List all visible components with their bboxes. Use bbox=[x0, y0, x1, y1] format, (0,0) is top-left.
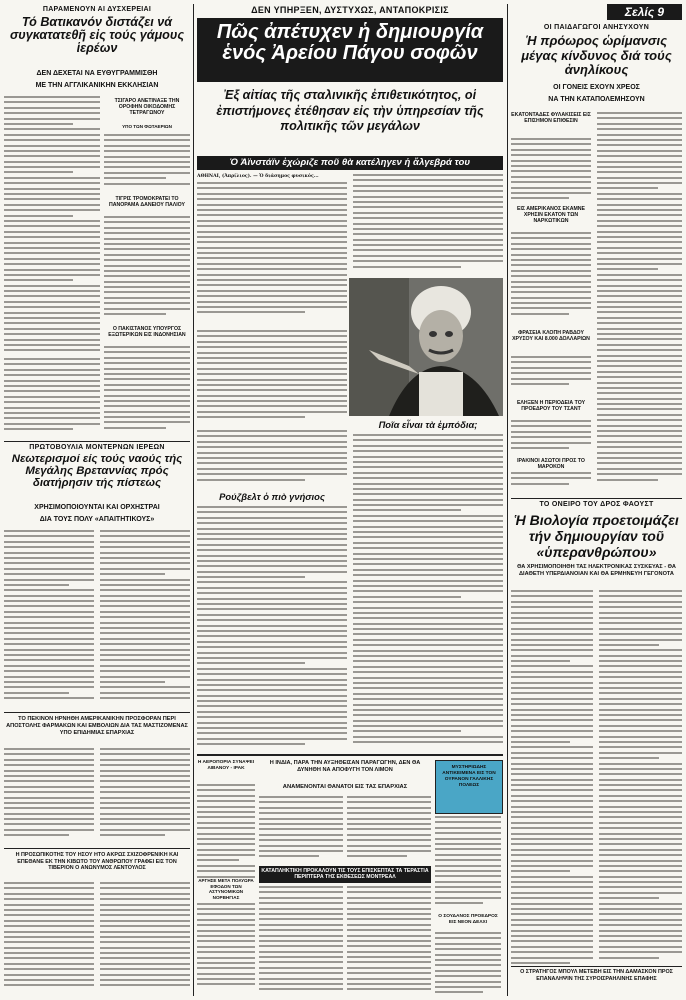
kicker-priests: ΠΡΩΤΟΒΟΥΛΙΑ ΜΟΝΤΕΡΝΩΝ ΙΕΡΕΩΝ bbox=[29, 444, 165, 451]
kicker-vatican: ΠΑΡΑΜΕΝΟΥΝ ΑΙ ΔΥΣΧΕΡΕΙΑΙ bbox=[42, 6, 152, 13]
subhead-roosevelt: Ρούζβελτ ὁ πιὸ γνήσιος bbox=[219, 491, 325, 502]
side-subhead-cigarette: ΥΠΟ ΤΩΝ ΦΩΤΑΕΡΙΩΝ bbox=[122, 124, 172, 129]
main-subheadline: Ἐξ αἰτίας τῆς σταλινικῆς ἐπιθετικότητος, οἱ ἐπιστήμονες ἐτέθησαν εἰς τὴν ὑπηρεσίαν τῆς πολιτικῆς τῶν μεγάλων bbox=[216, 88, 484, 133]
article-body-text bbox=[259, 796, 343, 862]
section-divider bbox=[511, 498, 682, 499]
article-body-text bbox=[353, 434, 503, 752]
section-divider bbox=[4, 712, 190, 713]
headline-aviation: Η ΑΕΡΟΠΟΡΙΑ ΣΥΝΑΨΕΙ ΛΙΒΑΝΟΥ - ΙΡΑΚ bbox=[197, 760, 255, 771]
main-headline: Πῶς ἀπέτυχεν ἡ δημιουργία ἑνός Ἀρείου Πάγου σοφῶν bbox=[216, 21, 484, 64]
side-headline-cigarette: ΤΣΙΓΑΡΟ ΑΝΕΤΙΝΑΞΕ ΤΗΝ ΟΡΟΦΗΝ ΟΙΚΟΔΟΜΗΣ ΤΕΤΡΑΓΩΝΟΥ bbox=[114, 98, 180, 116]
article-body-text bbox=[197, 506, 347, 752]
article-dateline: ΑΘΗΝΑΙ, (Ἀπρίλιος). — Ὁ διάσημος φυσικός... bbox=[197, 174, 319, 179]
headline-montreal-expo: ΚΑΤΑΠΛΗΚΤΙΚΗ ΠΡΟΚΑΛΟΥΝ ΤΙΣ ΤΟΥΣ ΕΠΙΣΚΕΠΤΑΣ ΤΑ ΤΕΡΑΣΤΙΑ ΠΕΡΙΠΤΕΡΑ ΤΗΣ ΕΚΘΕΣΕΩΣ ΜΟΝΤΡΕΑΛ bbox=[259, 866, 431, 883]
headline-peking: ΤΟ ΠΕΚΙΝΟΝ ΗΡΝΗΘΗ ΑΜΕΡΙΚΑΝΙΚΗΝ ΠΡΟΣΦΟΡΑΝ ΠΕΡΙ ΑΠΟΣΤΟΛΗΣ ΦΑΡΜΑΚΩΝ ΚΑΙ ΕΜΒΟΛΙΩΝ ΔΙΑ ΤΑΣ ΜΑΣΤΙΖΟΜΕΝΑΣ ΥΠΟ ΕΠΙΔΗΜΙΑΣ ΕΠΑΡΧΙΑΣ bbox=[6, 716, 188, 736]
left-column bbox=[4, 0, 190, 1000]
article-body-text bbox=[259, 886, 343, 996]
section-divider bbox=[4, 441, 190, 442]
einstein-photo bbox=[349, 278, 503, 416]
article-body-text bbox=[599, 590, 682, 978]
subhead-vatican-2: ΜΕ ΤΗΝ ΑΓΓΛΙΚΑΝΙΚΗΝ ΕΚΚΛΗΣΙΑΝ bbox=[35, 82, 159, 89]
headline-vatican: Τό Βατικανόν διστάζει νά συγκατατεθῆ εἰς τούς γάμους ἱερέων bbox=[9, 15, 185, 56]
side-story-text bbox=[104, 134, 190, 192]
side-story-text bbox=[511, 356, 591, 396]
side-headline-prisoners: ΕΚΑΤΟΝΤΑΔΕΣ ΦΥΛΑΚΙΣΕΙΣ ΕΙΣ ΕΠΙΣΗΜΟΝ ΕΠΙΘΕΣΙΝ bbox=[511, 112, 591, 124]
headline-jesus-letter: Η ΠΡΟΣΩΠΙΚΟΤΗΣ ΤΟΥ ΗΣΟΥ ΗΤΟ ΑΚΡΩΣ ΣΧΙΖΟΦΡΕΝΙΚΗ ΚΑΙ ΕΠΕΘΑΝΕ ΕΚ ΤΗΝ ΚΙΒΩΤΟ ΤΟΥ ΑΝΘΡΩΠΟΥ ΓΡΑΦΕΙ ΕΙΣ ΤΟΝ ΤΙΒΕΡΙΟΝ Ο ΑΝΩΝΥΜΟΣ ΛΕΝΤΟΥΛΟΣ bbox=[15, 852, 179, 872]
article-body-text bbox=[597, 112, 682, 494]
headline-india-famine: Η ΙΝΔΙΑ, ΠΑΡΑ ΤΗΝ ΑΥΞΗΘΕΙΣΑΝ ΠΑΡΑΓΩΓΗΝ, ΔΕΝ ΘΑ ΔΥΝΗΘΗ ΝΑ ΑΠΟΦΥΓΗ ΤΟΝ ΛΙΜΟΝ bbox=[269, 760, 421, 773]
article-body-text bbox=[197, 330, 347, 426]
kicker-faust: ΤΟ ΟΝΕΙΡΟ ΤΟΥ ΔΡΟΣ ΦΑΟΥΣΤ bbox=[539, 501, 654, 508]
side-headline-iraqis: ΙΡΑΚΙΝΟΙ ΑΣΩΤΟΙ ΠΡΟΣ ΤΟ ΜΑΡΟΚΟΝ bbox=[517, 458, 585, 470]
side-headline-chad: ΕΛΗΞΕΝ Η ΠΕΡΙΟΔΕΙΑ ΤΟΥ ΠΡΟΕΔΡΟΥ ΤΟΥ ΤΣΑΝΤ bbox=[516, 400, 586, 412]
headline-superman: Ἡ Βιολογία προετοιμάζει τήν δημιουργίαν τοῦ «ὑπερανθρώπου» bbox=[514, 512, 679, 560]
subhead-electronic: ΘΑ ΧΡΗΣΙΜΟΠΟΙΗΘΗ ΤΑΣ ΗΛΕΚΤΡΟΝΙΚΑΣ ΣΥΣΚΕΥΑΣ - ΘΑ ΔΙΑΘΕΤΗ ΥΠΕΡΔΙΑΝΟΙΑΝ ΚΑΙ ΘΑ ΕΡΜΗΝΕΥΗ ΓΕΓΟΝΟΤΑ bbox=[517, 564, 676, 577]
section-divider bbox=[511, 966, 682, 967]
article-body-text bbox=[435, 816, 501, 910]
ufo-news-box bbox=[435, 760, 503, 814]
headline-early-maturity: Ἡ πρόωρος ὡρίμανσις μέγας κίνδυνος διά τούς ἀνηλίκους bbox=[521, 33, 672, 78]
side-story-text bbox=[511, 232, 591, 326]
headline-ufo: ΜΥΣΤΗΡΙΩΔΗΣ ΑΝΤΙΚΕΙΜΕΝΑ ΕΙΣ ΤΟΝ ΟΥΡΑΝΟΝ ΓΑΛΛΙΚΗΣ ΠΟΛΕΩΣ bbox=[442, 765, 496, 788]
article-body-text bbox=[347, 886, 431, 996]
side-headline-tiger: ΤΙΓΡΙΣ ΤΡΟΜΟΚΡΑΤΕΙ ΤΟ ΠΑΝΟΡΑΜΑ ΔΑΝΕΙΟΥ ΠΑΛΙΟΥ bbox=[108, 196, 186, 208]
subhead-india-deaths: ΑΝΑΜΕΝΟΝΤΑΙ ΘΑΝΑΤΟΙ ΕΙΣ ΤΑΣ ΕΠΑΡΧΙΑΣ bbox=[282, 784, 408, 790]
headline-sudan-president: Ο ΣΟΥΔΑΝΟΣ ΠΡΟΕΔΡΟΣ ΕΙΣ ΝΕΟΝ ΔΕΛΧΙ bbox=[438, 914, 498, 925]
section-divider bbox=[4, 848, 190, 849]
side-story-text bbox=[511, 420, 591, 456]
article-body-text bbox=[435, 932, 501, 996]
article-body-text bbox=[511, 590, 593, 978]
section-headline-einstein: Ὁ Ἀϊνστάϊν ἐχώριζε ποῦ θὰ κατέληγεν ἡ ἄλγεβρά του bbox=[197, 156, 503, 170]
article-body-text bbox=[4, 882, 94, 996]
side-headline-pakistan: Ο ΠΑΚΙΣΤΑΝΟΣ ΥΠΟΥΡΓΟΣ ΕΞΩΤΕΡΙΚΩΝ ΕΙΣ ΙΝΔΟΝΗΣΙΑΝ bbox=[108, 326, 186, 338]
main-headline-box bbox=[197, 18, 503, 82]
column-rule bbox=[193, 4, 194, 996]
side-headline-gold-theft: ΦΡΑΣΕΙΑ ΚΛΟΠΗ ΡΑΒΔΟΥ ΧΡΥΣΟΥ ΚΑΙ 8.000 ΔΟΛΛΑΡΙΩΝ bbox=[512, 330, 590, 342]
article-body-text bbox=[347, 796, 431, 862]
side-headline-narcotics: ΕΙΣ ΑΜΕΡΙΚΑΝΟΣ ΕΚΑΜΝΕ ΧΡΗΣΙΝ ΕΚΑΤΟΝ ΤΩΝ ΝΑΡΚΩΤΙΚΩΝ bbox=[517, 206, 585, 224]
page-number-badge: Σελίς 9 bbox=[607, 4, 682, 20]
headline-norway: ΑΡΓΗΣΕ ΜΕΤΑ ΠΟΛΥΩΡΑ ΕΦΟΔΟΝ ΤΩΝ ΑΣΤΥΝΟΜΙΚΩΝ ΝΟΡΒΗΓΙΑΣ bbox=[198, 878, 254, 900]
article-body-text bbox=[197, 430, 347, 488]
headline-general-bull: Ο ΣΤΡΑΤΗΓΟΣ ΜΠΟΥΛ ΜΕΤΕΒΗ ΕΙΣ ΤΗΝ ΔΑΜΑΣΚΟΝ ΠΡΟΣ ΕΠΑΝΑΛΗΨΙΝ ΤΗΣ ΣΥΡΟΙΣΡΑΗΛΙΝΗΣ ΕΠΑΦΗΣ bbox=[511, 969, 682, 982]
article-body-text bbox=[100, 882, 190, 996]
article-body-text bbox=[4, 748, 94, 844]
side-story-text bbox=[511, 138, 591, 202]
article-body-text bbox=[4, 96, 100, 354]
subhead-vatican-1: ΔΕΝ ΔΕΧΕΤΑΙ ΝΑ ΕΥΘΥΓΡΑΜΜΙΣΘΗ bbox=[36, 70, 158, 77]
article-body-text bbox=[4, 530, 94, 708]
subhead-parents-2: ΝΑ ΤΗΝ ΚΑΤΑΠΟΛΕΜΗΣΟΥΝ bbox=[548, 96, 645, 103]
article-body-text bbox=[4, 358, 100, 436]
section-divider bbox=[197, 754, 503, 756]
subhead-parents-1: ΟΙ ΓΟΝΕΙΣ ΕΧΟΥΝ ΧΡΕΟΣ bbox=[553, 84, 640, 91]
subhead-demanding: ΔΙΑ ΤΟΥΣ ΠΟΛΥ «ΑΠΑΙΤΗΤΙΚΟΥΣ» bbox=[39, 516, 155, 523]
kicker-educators: ΟΙ ΠΑΙΔΑΓΩΓΟΙ ΑΝΗΣΥΧΟΥΝ bbox=[543, 24, 650, 31]
article-body-text bbox=[197, 182, 347, 326]
article-body-text bbox=[353, 174, 503, 274]
right-column bbox=[511, 0, 682, 1000]
headline-churches: Νεωτερισμοί είς τούς ναούς τής Μεγάλης Βρεταννίας πρός διατήρησιν τής πίστεως bbox=[11, 453, 183, 489]
einstein-portrait-icon bbox=[349, 278, 503, 416]
side-story-text bbox=[104, 346, 190, 436]
article-body-text bbox=[100, 748, 190, 844]
kicker-areopagus: ΔΕΝ ΥΠΗΡΞΕΝ, ΔΥΣΤΥΧΩΣ, ΑΝΤΑΠΟΚΡΙΣΙΣ bbox=[251, 5, 449, 15]
subhead-orchestras: ΧΡΗΣΙΜΟΠΟΙΟΥΝΤΑΙ ΚΑΙ ΟΡΧΗΣΤΡΑΙ bbox=[34, 504, 160, 511]
side-story-text bbox=[104, 216, 190, 320]
subhead-obstacles: Ποῖα εἶναι τὰ ἐμπόδια; bbox=[378, 419, 478, 430]
side-story-text bbox=[511, 472, 591, 494]
center-column bbox=[197, 0, 503, 1000]
article-body-text bbox=[100, 530, 190, 708]
column-rule bbox=[507, 4, 508, 996]
